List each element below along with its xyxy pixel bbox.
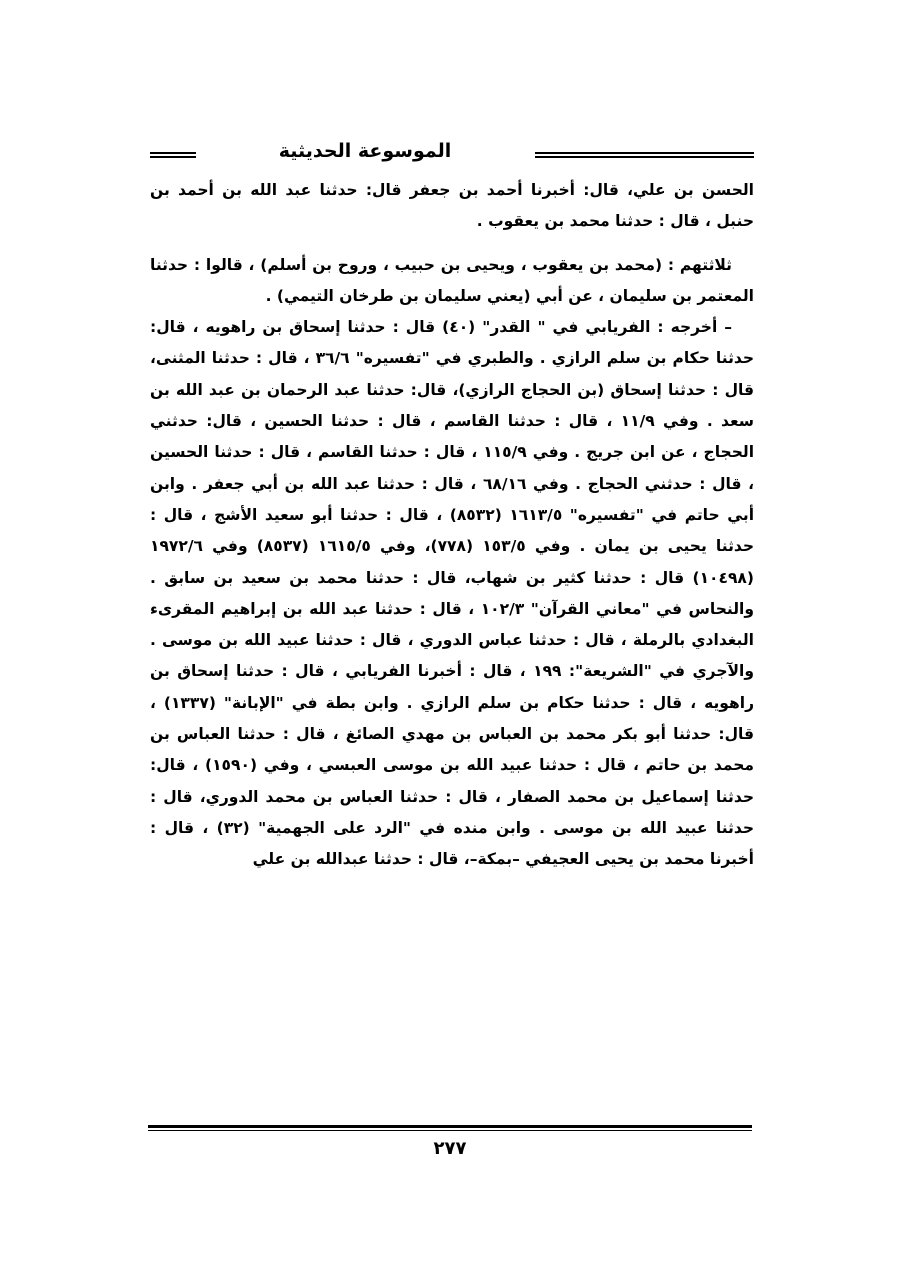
- page-header: [150, 138, 754, 178]
- page-header-title: الموسوعة الحديثية: [278, 140, 452, 162]
- body-text: [150, 175, 754, 876]
- header-rule-left: [150, 152, 196, 158]
- paragraph-3: – أخرجه : الفريابي في " القدر" (٤٠) قال : حدثنا إسحاق بن راهويه ، قال: حدثنا حكام بن سلم الرازي . والطبري في "تفسيره" ٣٦/٦ ، قال : حدثنا المثنى، قال : حدثنا إسحاق (بن الحجاج الرازي)، قال: حدثنا عبد الرحمان بن عبد الله بن سعد . وفي ١١/٩ ، قال : حدثنا القاسم ، قال : حدثنا الحسين ، قال: حدثني الحجاج ، عن ابن جريج . وفي ١١٥/٩ ، قال : حدثنا القاسم ، قال : حدثنا الحسين ، قال : حدثني الحجاج . وفي ٦٨/١٦ ، قال : حدثنا عبد الله بن أبي جعفر . وابن أبي حاتم في "تفسيره" ١٦١٣/٥ (٨٥٣٢) ، قال : حدثنا أبو سعيد الأشج ، قال : حدثنا يحيى بن يمان . وفي ١٥٣/٥ (٧٧٨)، وفي ١٦١٥/٥ (٨٥٣٧) وفي ١٩٧٢/٦ (١٠٤٩٨) قال : حدثنا كثير بن شهاب، قال : حدثنا محمد بن سعيد بن سابق . والنحاس في "معاني القرآن" ١٠٢/٣ ، قال : حدثنا عبد الله بن إبراهيم المقرىء البغدادي بالرملة ، قال : حدثنا عباس الدوري ، قال : حدثنا عبيد الله بن موسى . والآجري في "الشريعة": ١٩٩ ، قال : أخبرنا الفريابي ، قال : حدثنا إسحاق بن راهويه ، قال : حدثنا حكام بن سلم الرازي . وابن بطة في "الإبانة" (١٣٣٧) ، قال: حدثنا أبو بكر محمد بن العباس بن مهدي الصائغ ، قال : حدثنا العباس بن محمد بن حاتم ، قال : حدثنا عبيد الله بن موسى العبسي ، وفي (١٥٩٠) ، قال: حدثنا إسماعيل بن محمد الصفار ، قال : حدثنا العباس بن محمد الدوري، قال : حدثنا عبيد الله بن موسى . وابن منده في "الرد على الجهمية" (٣٢) ، قال : أخبرنا محمد بن يحيى العجيفي –بمكة–، قال : حدثنا عبدالله بن علي: [150, 318, 755, 869]
- footer-rule: [148, 1125, 752, 1131]
- page-number: ٢٧٧: [433, 1138, 467, 1159]
- paragraph-2: ثلاثتهم : (محمد بن يعقوب ، ويحيى بن حبيب ، وروح بن أسلم) ، قالوا : حدثنا المعتمر بن سليمان ، عن أبي (يعني سليمان بن طرخان التيمي) .: [150, 255, 754, 305]
- header-rule-right: [535, 152, 754, 158]
- paragraph-1: الحسن بن علي، قال: أخبرنا أحمد بن جعفر قال: حدثنا عبد الله بن أحمد بن حنبل ، قال : حدثنا محمد بن يعقوب .: [150, 181, 754, 231]
